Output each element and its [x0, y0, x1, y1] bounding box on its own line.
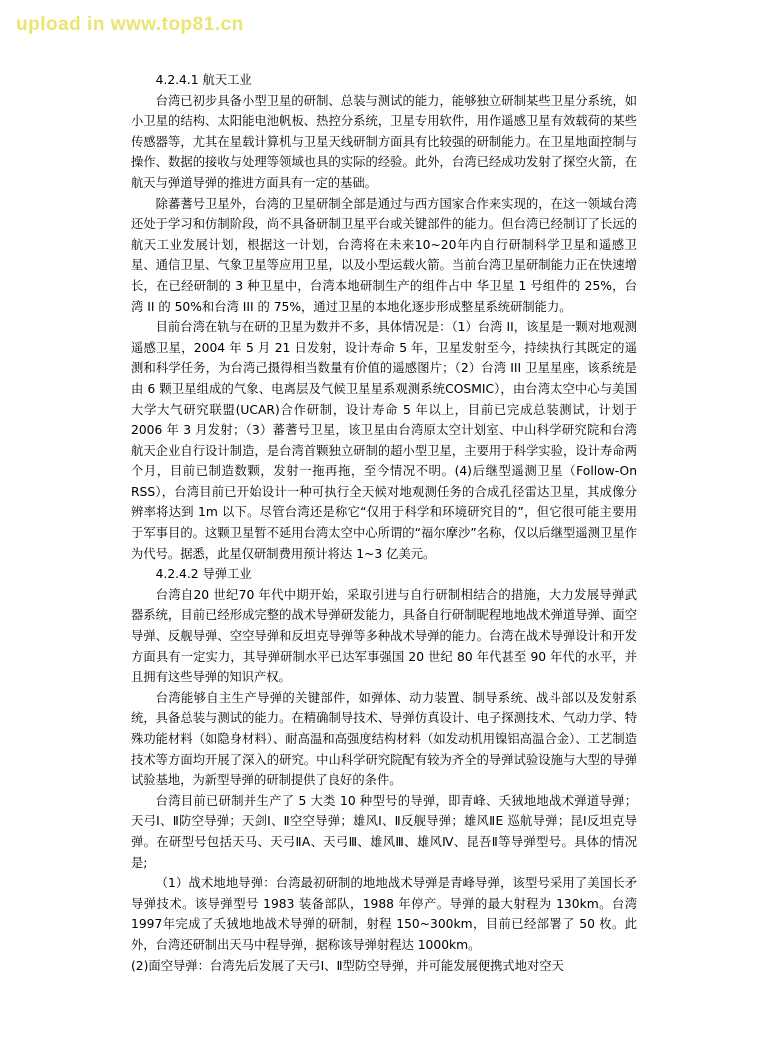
paragraph: 除蕃蓍号卫星外，台湾的卫星研制全部是通过与西方国家合作来实现的，在这一领域台湾还处于学习和仿制阶段，尚不具备研制卫星平台或关键部件的能力。但台湾已经制订了长远的航天工业发展计划，根据这一计划，台湾将在未来10~20年内自行研制科学卫星和遥感卫星、通信卫星、气象卫星等应用卫星，以及小型运载火箭。当前台湾卫星研制能力正在快速增长，在已经研制的 3 种卫星中，台湾本地研制生产的组件占中 华卫星 1 号组件的 25%，台湾 II 的 50%和台湾 III 的 75%，通过卫星的本地化逐步形成整星系统研制能力。 [131, 196, 637, 314]
paragraph: 台湾自20 世纪70 年代中期开始，采取引进与自行研制相结合的措施，大力发展导弹武器系统，目前已经形成完整的战术导弹研发能力，具备自行研制昵程地地战术弹道导弹、面空导弹、反舰导弹、空空导弹和反坦克导弹等多种战术导弹的能力。台湾在战术导弹设计和开发方面具有一定实力，其导弹研制水平已达军事强国 20 世纪 80 年代甚至 90 年代的水平，并且拥有这些导弹的知识产权。 [131, 587, 637, 685]
paragraph: 台湾能够自主生产导弹的关键部件，如弹体、动力装置、制导系统、战斗部以及发射系统，具备总装与测试的能力。在精确制导技术、导弹仿真设计、电子探测技术、气动力学、特殊功能材料（如隐身材料）、耐高温和高强度结构材料（如发动机用镍铝高温合金）、工艺制造技术等方面均开展了深入的研究。中山科学研究院配有较为齐全的导弹试验设施与大型的导弹试验基地，为新型导弹的研制提供了良好的条件。 [131, 690, 637, 788]
paragraph: 台湾已初步具备小型卫星的研制、总装与测试的能力，能够独立研制某些卫星分系统，如小卫星的结构、太阳能电池帆板、热控分系统，卫星专用软件，用作遥感卫星有效载荷的某些传感器等，尤其在星载计算机与卫星天线研制方面具有比较强的研制能力。在卫星地面控制与操作、数据的接收与处理等领域也具的实际的经验。此外，台湾已经成功发射了探空火箭，在航天与弹道导弹的推进方面具有一定的基础。 [131, 93, 637, 190]
paragraph: (2)面空导弹：台湾先后发展了天弓Ⅰ、Ⅱ型防空导弹，并可能发展便携式地对空天 [131, 958, 564, 973]
paragraph: 目前台湾在轨与在研的卫星为数并不多，具体情况是：（1）台湾 II，该星是一颗对地观测遥感卫星，2004 年 5 月 21 日发射，设计寿命 5 年，卫星发射至今，持续执行其既定的遥测和科学任务，为台湾己摄得相当数量有价值的遥感图片；（2）台湾 III 卫星星座，该系统是由 6 颗卫星组成的气象、电离层及气候卫星星系观测系统COSMIC），由台湾太空中心与美国大学大气研究联盟(UCAR)合作研制，设计寿命 5 年以上，目前已完成总装测试，计划于 2006 年 3 月发射；（3）蕃蓍号卫星，该卫星由台湾原太空计划室、中山科学研究院和台湾航天企业自行设计制造，是台湾首颗独立研制的超小型卫星，主要用于科学实验，设计寿命两个月，目前已制造数颗，发射一拖再拖，至今情况不明。(4)后继型遥测卫星（Follow-On RSS），台湾目前已开始设计一种可执行全天候对地观测任务的合成孔径雷达卫星，其成像分辨率将达到 1m 以下。尽管台湾还是称它“仅用于科学和环境研究目的”，但它很可能主要用于军事目的。这颗卫星暂不延用台湾太空中心所谓的“福尔摩沙”名称，仅以后继型遥测卫星作为代号。据悉，此星仅研制费用预计将达 1~3 亿美元。 [131, 320, 637, 561]
section-heading-4241: 4.2.4.1 航天工业 [155, 73, 252, 87]
paragraph: 台湾目前已研制并生产了 5 大类 10 种型号的导弹，即青峰、夭狨地地战术弹道导弹；天弓Ⅰ、Ⅱ防空导弹；天剑Ⅰ、Ⅱ空空导弹；雄风Ⅰ、Ⅱ反舰导弹；雄风ⅡE 巡航导弹；昆Ⅰ反坦克导弹。在研型号包括天马、天弓ⅡA、天弓Ⅲ、雄风Ⅲ、雄风Ⅳ、昆吾Ⅱ等导弹型号。具体的情况是; [131, 793, 637, 870]
section-heading-4242: 4.2.4.2 导弹工业 [155, 567, 252, 582]
watermark-text: upload in www.top81.cn [16, 14, 244, 35]
paragraph: （1）战术地地导弹：台湾最初研制的地地战术导弹是青峰导弹，该型号采用了美国长矛导弹技术。该导弹型号 1983 装备部队，1988 年停产。导弹的最大射程为 130km。台湾1997年完成了夭狨地地战术导弹的研制，射程 150~300km，目前已经部署了 50 枚。此外，台湾还研制出天马中程导弹，据称该导弹射程达 1000km。 [131, 876, 637, 952]
document-body [131, 70, 637, 976]
